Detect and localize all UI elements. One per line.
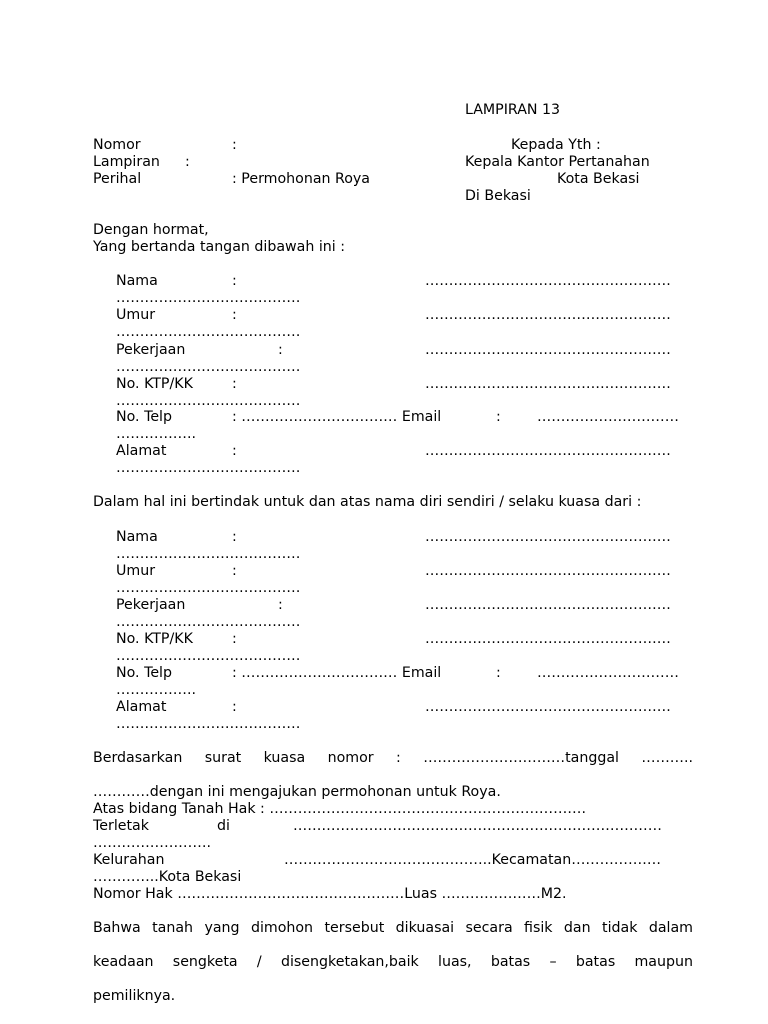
field-dots-continuation: ………………………………… [116,290,301,306]
kota-line: …………..Kota Bekasi [93,869,242,885]
field-dots: ……………………………………………. [425,699,671,715]
greeting-line-2: Yang bertanda tangan dibawah ini : [93,239,345,255]
field-dots-continuation: ………………………………… [116,546,301,562]
principal-telp-row [116,665,694,699]
terletak-dots-continuation: ……………………. [93,835,212,851]
kuasa-paragraph [93,750,693,801]
perihal-label: Perihal [93,171,142,187]
field-dots: ……………………………………………. [425,563,671,579]
field-colon: : [278,342,283,358]
email-colon: : [496,409,501,425]
terletak-dots: …………………………………………………………………… [293,818,662,834]
field-dots: ……………………………………………. [425,597,671,613]
field-label: Umur [116,307,156,323]
field-label: No. Telp [116,665,172,681]
behalf-statement: Dalam hal ini bertindak untuk dan atas nama diri sendiri / selaku kuasa dari : [93,494,642,510]
kuasa-line-1: Berdasarkan surat kuasa nomor : …………………………tanggal ……….. [93,750,693,766]
applicant-umur-row [116,307,694,341]
field-dots: ……………………………………………. [425,342,671,358]
kepada-line-3: Kota Bekasi [557,171,640,187]
closing-line-2: keadaan sengketa / disengketakan,baik luas, batas – batas maupun [93,954,693,970]
field-dots-continuation: …………….. [116,682,196,698]
field-label: Alamat [116,699,167,715]
principal-pekerjaan-row [116,597,694,631]
field-dots-continuation: ………………………………… [116,460,301,476]
field-label: Pekerjaan [116,342,186,358]
field-colon: : [232,273,237,289]
field-colon: : [232,631,237,647]
field-dots-continuation: ………………………………… [116,716,301,732]
applicant-pekerjaan-row [116,342,694,376]
closing-paragraph [93,920,693,1005]
field-dots-continuation: ………………………………… [116,324,301,340]
field-label: Umur [116,563,156,579]
field-label: No. KTP/KK [116,376,193,392]
field-dots: ……………………………………………. [425,529,671,545]
field-dots: ……………………………………………. [425,631,671,647]
atas-bidang-line: Atas bidang Tanah Hak : …………………………………………………………. [93,801,586,817]
field-dots: ……………………………………………. [425,307,671,323]
field-label: Alamat [116,443,167,459]
nomor-label: Nomor [93,137,141,153]
kepada-line-2: Kepala Kantor Pertanahan [465,154,650,170]
field-colon: : [232,529,237,545]
field-colon: : [232,376,237,392]
closing-line-3: pemiliknya. [93,988,176,1004]
applicant-ktp-row [116,376,694,410]
principal-nama-row [116,529,694,563]
field-label: Nama [116,273,158,289]
field-dots-continuation: ………………………………… [116,614,301,630]
kepada-line-4: Di Bekasi [465,188,531,204]
applicant-nama-row [116,273,694,307]
field-colon: : [232,563,237,579]
kuasa-line-2: …………dengan ini mengajukan permohonan untuk Roya. [93,784,501,800]
kepada-line-1: Kepada Yth : [511,137,601,153]
principal-umur-row [116,563,694,597]
greeting-line-1: Dengan hormat, [93,222,209,238]
telp-dots-email: : …………………………… Email [232,665,442,681]
di-label: di [217,818,230,834]
nomor-hak-line: Nomor Hak …………………………………………Luas …………………M2. [93,886,567,902]
field-colon: : [232,443,237,459]
lampiran-title: LAMPIRAN 13 [465,102,561,118]
lampiran-label: Lampiran [93,154,160,170]
field-dots-continuation: ………………………………… [116,580,301,596]
principal-alamat-row [116,699,694,733]
field-colon: : [278,597,283,613]
applicant-alamat-row [116,443,694,477]
closing-line-1: Bahwa tanah yang dimohon tersebut dikuasai secara fisik dan tidak dalam [93,920,693,936]
field-dots-continuation: ………………………………… [116,359,301,375]
field-colon: : [232,699,237,715]
email-colon: : [496,665,501,681]
field-label: Nama [116,529,158,545]
nomor-colon: : [232,137,237,153]
field-dots: ……………………………………………. [425,443,671,459]
field-dots-continuation: ………………………………… [116,648,301,664]
terletak-label: Terletak [93,818,149,834]
applicant-telp-row [116,409,694,443]
telp-dots-email: : …………………………… Email [232,409,442,425]
field-label: No. Telp [116,409,172,425]
lampiran-colon: : [185,154,190,170]
field-dots-continuation: ………………………………… [116,393,301,409]
field-dots: ……………………………………………. [425,376,671,392]
email-dots: ………………………… [537,409,679,425]
field-dots: ……………………………………………. [425,273,671,289]
field-colon: : [232,307,237,323]
perihal-value: : Permohonan Roya [232,171,371,187]
principal-ktp-row [116,631,694,665]
field-dots-continuation: …………….. [116,426,196,442]
email-dots: ………………………… [537,665,679,681]
field-label: No. KTP/KK [116,631,193,647]
field-label: Pekerjaan [116,597,186,613]
kelurahan-label: Kelurahan [93,852,165,868]
kelurahan-kecamatan-dots: ……………………………………..Kecamatan………………. [284,852,661,868]
